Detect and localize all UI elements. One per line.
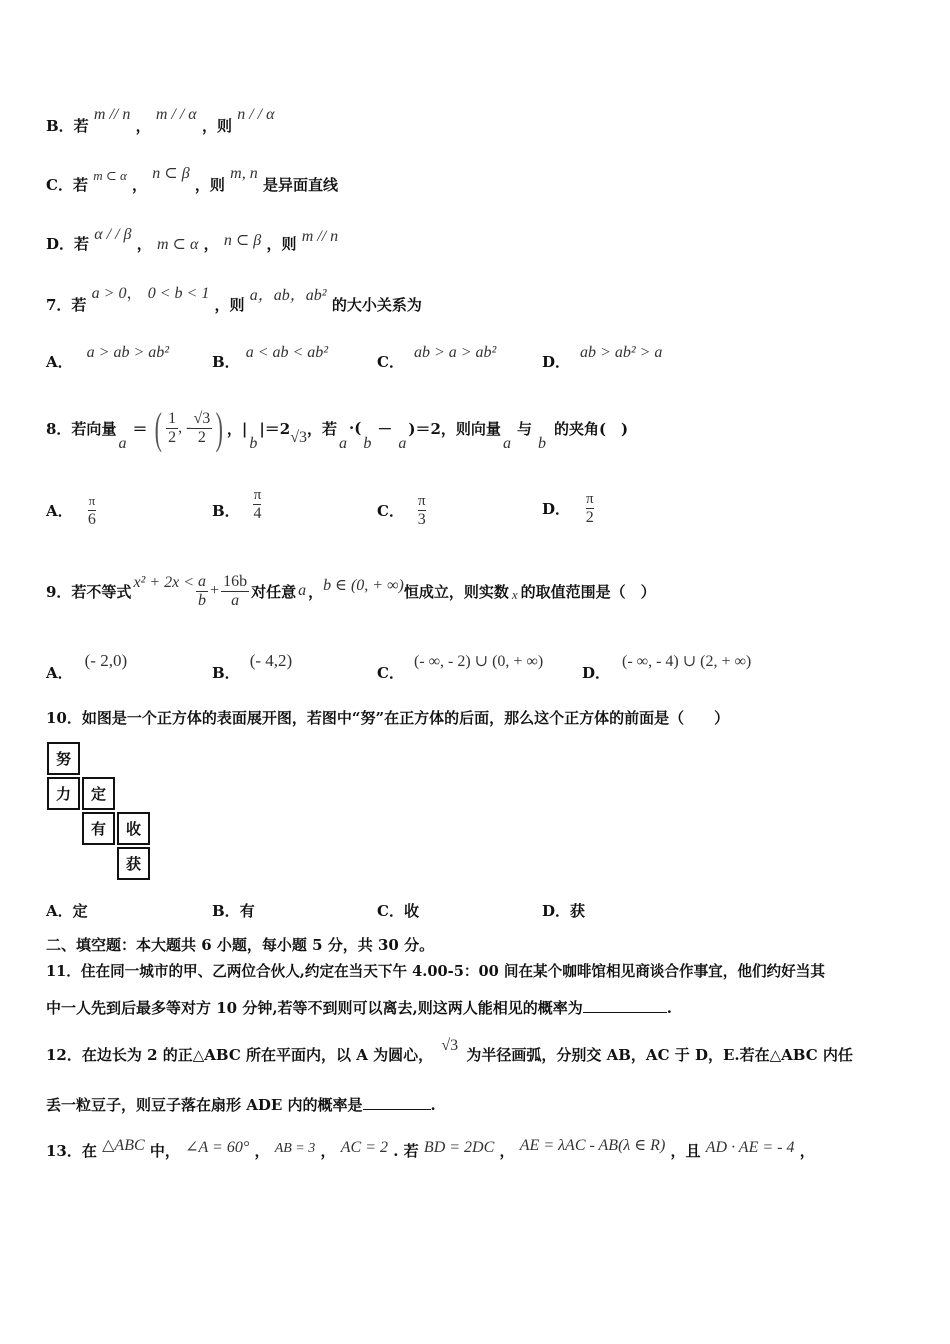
q11-line1: 11．住在同一城市的甲、乙两位合伙人,约定在当天下午 4.00-5：00 间在某个咖啡馆相见商谈合作事宜，他们约好当其	[46, 963, 825, 980]
q10-option-d[interactable]: D．获	[542, 902, 586, 920]
net-cell-5: 收	[117, 812, 150, 845]
q7-stem: 7．若 a > 0， 0 < b < 1 ，则 a，ab，ab² 的大小关系为	[46, 285, 422, 314]
q7-option-d[interactable]: D．ab > ab² > a	[542, 344, 663, 371]
q6-option-c: C．若 m ⊂ α ， n ⊂ β ，则 m, n 是异面直线	[46, 165, 338, 194]
q11-answer-blank[interactable]	[583, 1012, 667, 1013]
q10-option-c[interactable]: C．收	[377, 902, 419, 920]
q12-line1: 12．在边长为 2 的正△ABC 所在平面内，以 A 为圆心， √3 为半径画弧，分别交 AB，AC 于 D，E.若在△ABC 内任	[46, 1037, 853, 1064]
q13-stem: 13．在 △ABC 中， ∠A = 60° ， AB = 3 ， AC = 2 . 若 BD = 2DC ， AE = λAC - AB(λ ∈ R) ，且 AD · AE = - 4 ，	[46, 1137, 815, 1160]
q9-option-b[interactable]: B．(- 4,2)	[212, 651, 293, 682]
q8-option-a[interactable]: A． $\frac{\pi}{6}$	[46, 492, 96, 528]
q6-option-d: D．若 α / / β ， m ⊂ α ， n ⊂ β ，则 m // n	[46, 226, 339, 253]
q9-stem: 9．若不等式 x² + 2x < $\frac{a}{b}$ + $\frac{16b}{a}$ 对任意 a ， b ∈ (0, + ∞) 恒成立，则实数 x 的取值范围是（ ）	[46, 572, 656, 609]
q8-option-b[interactable]: B． $\frac{\pi}{4}$	[212, 486, 262, 522]
net-cell-1: 努	[47, 742, 80, 775]
net-cell-6: 获	[117, 847, 150, 880]
net-cell-3: 定	[82, 777, 115, 810]
q10-option-a[interactable]: A．定	[46, 902, 88, 920]
cube-net-figure	[47, 742, 157, 887]
q10-stem: 10．如图是一个正方体的表面展开图，若图中“努”在正方体的后面，那么这个正方体的前面是（ ）	[46, 709, 730, 727]
q9-option-d[interactable]: D．(- ∞, - 4) ∪ (2, + ∞)	[582, 653, 752, 682]
q9-option-a[interactable]: A．(- 2,0)	[46, 651, 128, 682]
q8-option-c[interactable]: C． $\frac{\pi}{3}$	[377, 492, 426, 528]
q8-y-frac: $\frac{√3}{2}$	[193, 409, 211, 446]
section-heading: 二、填空题：本大题共 6 小题，每小题 5 分，共 30 分。	[46, 936, 435, 954]
net-cell-2: 力	[47, 777, 80, 810]
q8-stem: 8．若向量 a ＝ ( $\frac{1}{2}$ , - $\frac{√3}{2}$ ) ，| b |＝2 √3 ，若 a ·( b － a )＝2，则向量 a 与 b 的夹角( )	[46, 403, 629, 453]
q10-option-b[interactable]: B．有	[212, 902, 255, 920]
q7-option-c[interactable]: C．ab > a > ab²	[377, 344, 497, 371]
q7-option-a[interactable]: A．a > ab > ab²	[46, 344, 170, 371]
q7-option-b[interactable]: B．a < ab < ab²	[212, 344, 329, 371]
q8-x-frac: $\frac{1}{2}$	[168, 409, 177, 446]
q11-line2: 中一人先到后最多等对方 10 分钟,若等不到则可以离去,则这两人能相见的概率为 .	[46, 999, 673, 1017]
q12-line2: 丢一粒豆子，则豆子落在扇形 ADE 内的概率是 .	[46, 1096, 436, 1114]
q6-option-b: B．若 m // n ， m / / α ，则 n / / α	[46, 106, 275, 135]
q8-option-d[interactable]: D． $\frac{\pi}{2}$	[542, 490, 594, 526]
net-cell-4: 有	[82, 812, 115, 845]
q12-answer-blank[interactable]	[363, 1109, 431, 1110]
q9-option-c[interactable]: C．(- ∞, - 2) ∪ (0, + ∞)	[377, 653, 544, 682]
